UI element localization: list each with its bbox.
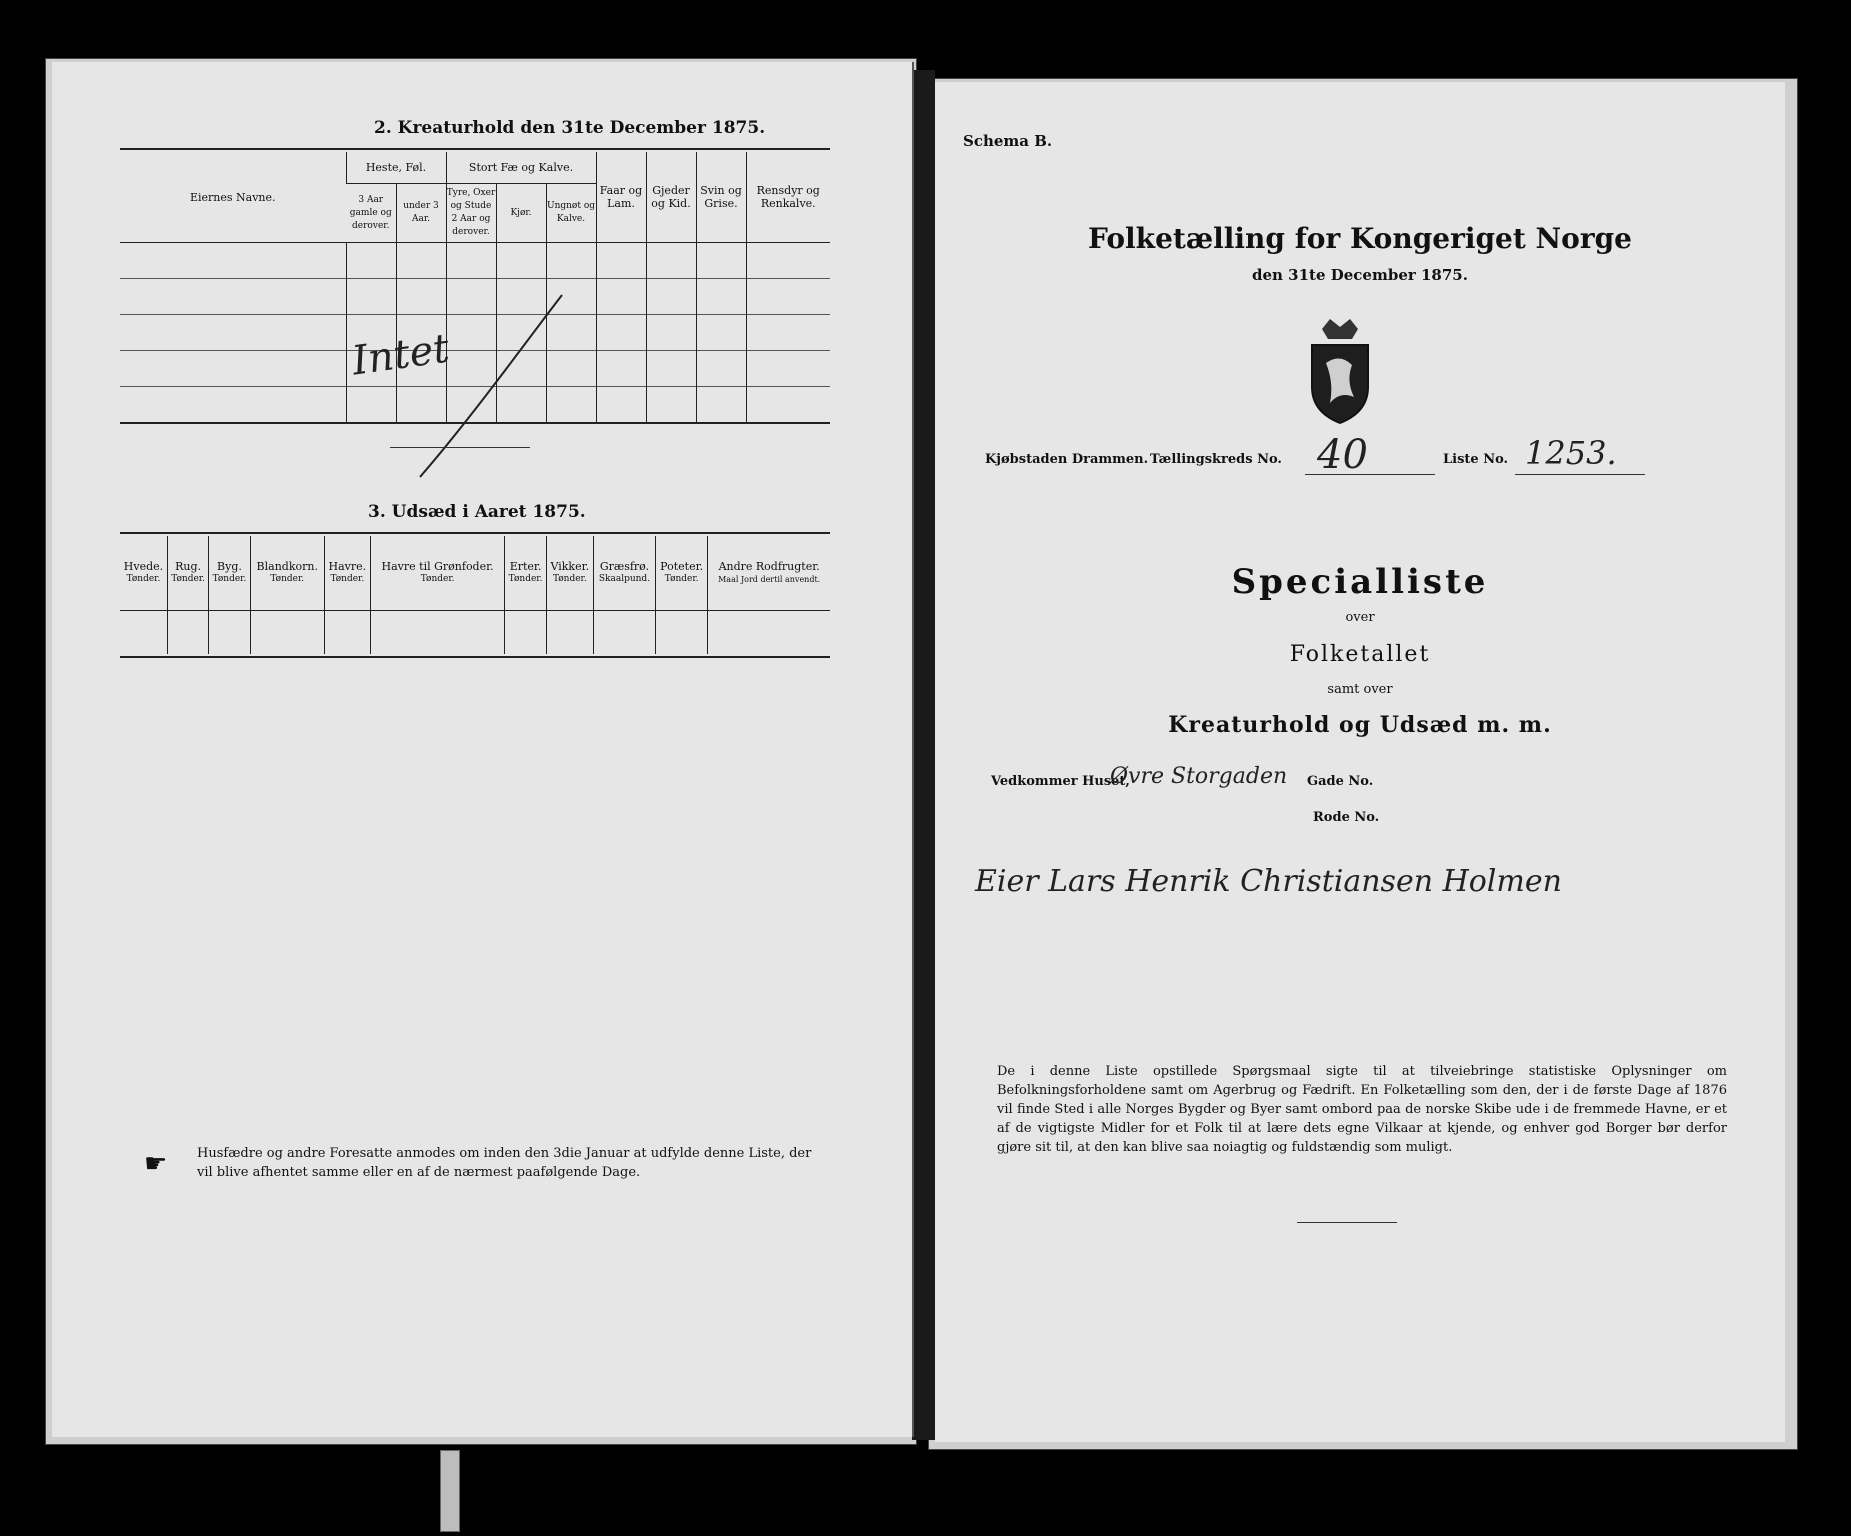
left-page [52,62,914,1437]
samt-over-label: samt over [1327,682,1393,697]
specialliste-heading: Specialliste [1231,562,1489,602]
handwritten-stroke [412,287,572,487]
notice-text: Husfædre og andre Foresatte anmodes om inden den 3die Januar at udfylde denne Liste, der vil blive afhentet samme eller en af de nærmest paafølgende Dage. [197,1146,812,1180]
udsaed-col-5: Havre til Grønfoder. Tønder. [370,536,505,610]
right-page [935,82,1785,1442]
closing-rule [1297,1222,1397,1223]
gade-label: Gade No. [1307,774,1374,789]
kreaturhold-title: 2. Kreaturhold den 31te December 1875. [374,118,766,138]
page-tab [440,1450,460,1532]
udsaed-col-2: Byg. Tønder. [209,536,250,610]
rode-label: Rode No. [1313,810,1380,825]
udsaed-top-rule [120,532,830,534]
col-owner: Eiernes Navne. [120,152,346,243]
liste-label: Liste No. [1443,452,1509,467]
city-label: Kjøbstaden Drammen. [985,452,1149,467]
udsaed-col-0: Hvede. Tønder. [120,536,167,610]
liste-underline [1515,474,1645,475]
col-ungnot: Ungnøt og Kalve. [546,183,596,242]
udsaed-col-9: Poteter. Tønder. [656,536,708,610]
schema-label: Schema B. [963,132,1053,150]
census-title: Folketælling for Kongeriget Norge [1088,222,1632,255]
udsaed-col-6: Erter. Tønder. [505,536,546,610]
col-gjeder: Gjeder og Kid. [646,152,696,243]
group-heste: Heste, Føl. [346,152,446,183]
kreds-value: 40 [1317,432,1368,478]
col-faar: Faar og Lam. [596,152,646,243]
udsaed-col-1: Rug. Tønder. [167,536,208,610]
udsaed-col-4: Havre. Tønder. [324,536,370,610]
col-heste-young: under 3 Aar. [396,183,446,242]
udsaed-col-3: Blandkorn. Tønder. [250,536,324,610]
udsaed-col-7: Vikker. Tønder. [546,536,593,610]
udsaed-title: 3. Udsæd i Aaret 1875. [368,502,586,522]
kreaturhold-heading: Kreaturhold og Udsæd m. m. [1168,712,1552,738]
separator [390,447,530,448]
pointing-hand-icon: ☛ [144,1149,168,1179]
col-heste-old: 3 Aar gamle og derover. [346,183,396,242]
kreds-label: Tællingskreds No. [1150,452,1282,467]
handwritten-intet: Intet [349,325,453,385]
table-top-rule [120,148,830,150]
udsaed-table [120,536,830,654]
book-spine [912,70,935,1440]
owner-handwritten: Eier Lars Henrik Christiansen Holmen [975,864,1562,899]
over-label: over [1345,610,1375,625]
udsaed-col-10: Andre Rodfrugter. Maal Jord dertil anvendt. [708,536,830,610]
col-tyre: Tyre, Oxer og Stude 2 Aar og derover. [446,183,496,242]
col-kjor: Kjør. [496,183,546,242]
folketallet-heading: Folketallet [1289,642,1431,667]
vedkommer-label: Vedkommer Huset, [991,774,1130,789]
liste-value: 1253. [1525,434,1617,472]
udsaed-bottom-rule [120,656,830,658]
udsaed-col-8: Græsfrø. Skaalpund. [593,536,655,610]
col-rensdyr: Rensdyr og Renkalve. [746,152,830,243]
house-handwritten: Øvre Storgaden [1110,764,1288,789]
col-svin: Svin og Grise. [696,152,746,243]
explanation-paragraph: De i denne Liste opstillede Spørgsmaal sigte til at tilveiebringe statistiske Oplysninger om Befolkningsforholdene samt om Agerbrug og Fædrift. En Folketælling som den, der i de første Dage af 1876 vil finde Sted i alle Norges Bygder og Byer samt ombord paa de norske Skibe ude i de fremmede Havne, er et af de vigtigste Midler for et Folk til at lære dets egne Vilkaar at kjende, og enhver god Borger bør derfor gjøre sit til, at den kan blive saa noiagtig og fuldstændig som muligt. [997,1064,1727,1155]
coat-of-arms-icon [1300,317,1380,427]
census-date: den 31te December 1875. [1252,266,1468,284]
group-storfae: Stort Fæ og Kalve. [446,152,596,183]
kreds-underline [1305,474,1435,475]
